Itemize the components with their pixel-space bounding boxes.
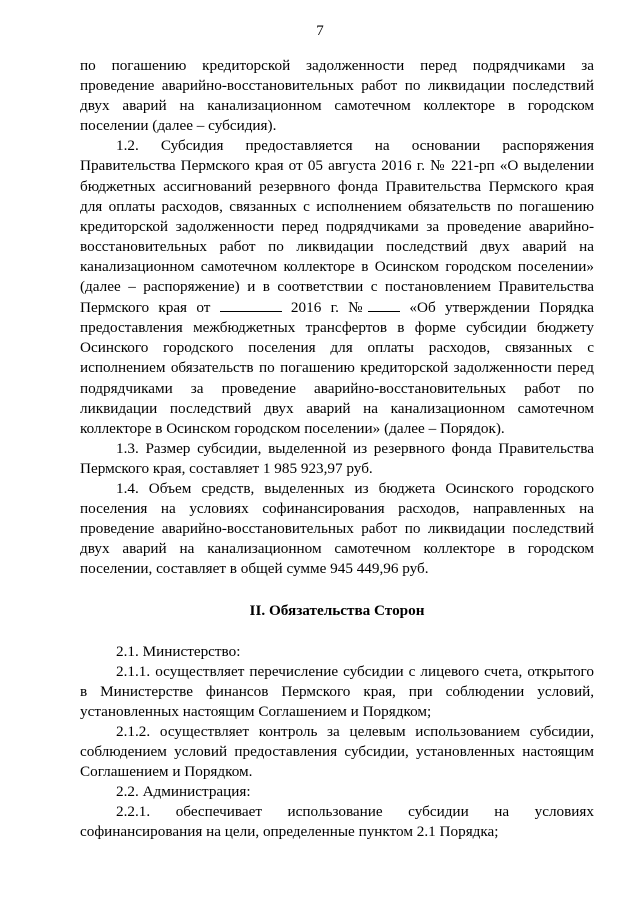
section-heading: II. Обязательства Сторон <box>249 602 425 620</box>
paragraph-continuation: по погашению кредиторской задолженности перед подрядчиками за проведение аварийно-восстановительных работ по ликвидации последствий двух аварий на канализационном самотечном коллекторе в городском поселении (далее – субсидия). <box>80 57 594 135</box>
paragraph-1-3: 1.3. Размер субсидии, выделенной из резервного фонда Правительства Пермского края, составляет 1 985 923,97 руб. <box>80 439 594 477</box>
paragraph-2-1-1: 2.1.1. осуществляет перечисление субсидии с лицевого счета, открытого в Министерстве финансов Пермского края, при соблюдении условий, установленных настоящим Соглашением и Порядком; <box>80 662 594 720</box>
paragraph-1-2-part-a: 1.2. Субсидия предоставляется на основании распоряжения Правительства Пермского края от 05 августа 2016 г. № 221-рп «О выделении бюджетных ассигнований резервного фонда Правительства Пермского края для оплаты расходов, связанных с исполнением обязательств по погашению кредиторской задолженности перед подрядчиками за проведение аварийно-восстановительных работ по ликвидации последствий двух аварий на канализационном самотечном коллекторе в Осинском городском поселении» (далее – распоряжение) и в соответствии с постановлением Правительства Пермского края от <box>80 137 594 317</box>
paragraph-1-4: 1.4. Объем средств, выделенных из бюджета Осинского городского поселения на условиях софинансирования расходов, направленных на проведение аварийно-восстановительных работ по ликвидации последствий двух аварий на канализационном самотечном коллекторе в городском поселении, составляет в общей сумме 945 449,96 руб. <box>80 479 594 578</box>
paragraph-2-1: 2.1. Министерство: <box>116 642 241 660</box>
paragraph-1-2-part-c: «Об утверждении Порядка предоставления межбюджетных трансфертов в форме субсидии бюджету Осинского городского поселения для оплаты расходов, связанных с исполнением обязательств по погашению кредиторской задолженности перед подрядчиками за проведение аварийно-восстановительных работ по ликвидации последствий двух аварий на канализационном самотечном коллекторе в Осинском городском поселении» (далее – Порядок). <box>80 299 595 437</box>
document-body <box>80 56 594 842</box>
page-number: 7 <box>316 23 324 39</box>
paragraph-1-2 <box>80 136 594 438</box>
paragraph-2-2: 2.2. Администрация: <box>116 783 251 801</box>
blank-date-line <box>220 297 282 312</box>
paragraph-2-2-1: 2.2.1. обеспечивает использование субсидии на условиях софинансирования на цели, определенные пунктом 2.1 Порядка; <box>80 803 594 841</box>
paragraph-1-2-part-b: 2016 г. № <box>290 299 369 317</box>
blank-number-line <box>368 297 400 312</box>
paragraph-2-1-2: 2.1.2. осуществляет контроль за целевым использованием субсидии, соблюдением условий предоставления субсидии, установленных настоящим Соглашением и Порядком. <box>80 722 594 781</box>
